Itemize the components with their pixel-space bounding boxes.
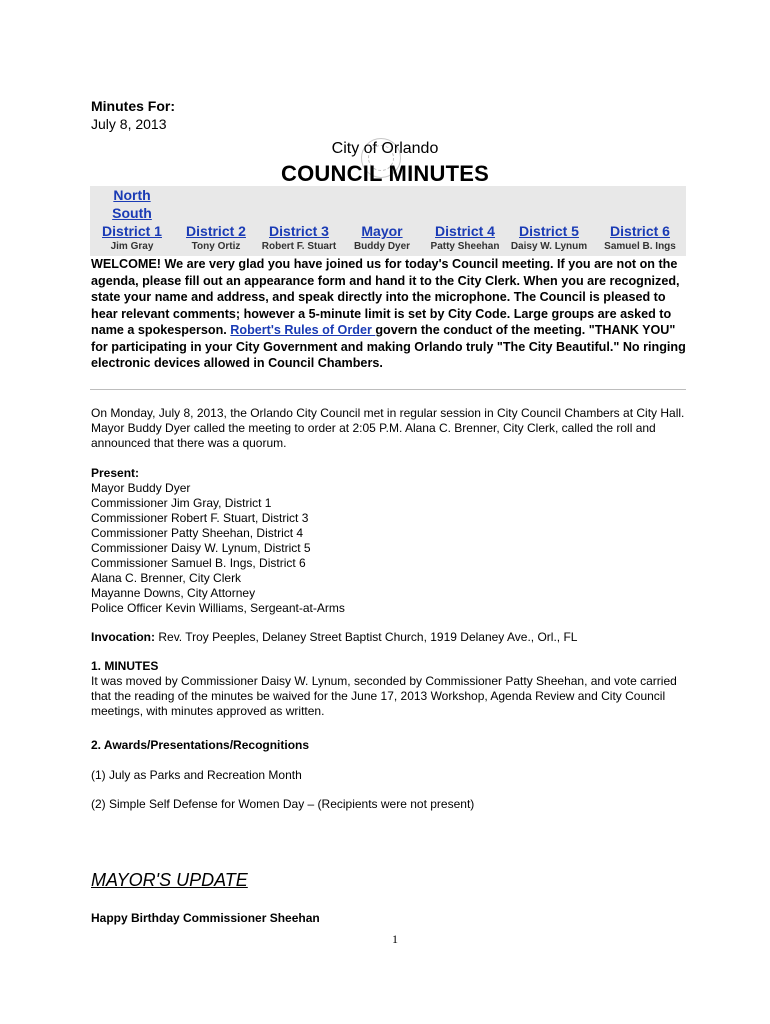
- list-item: Commissioner Daisy W. Lynum, District 5: [91, 541, 311, 555]
- district-member: Jim Gray: [110, 241, 154, 252]
- list-item: Mayor Buddy Dyer: [91, 481, 191, 495]
- present-heading: Present:: [91, 466, 140, 480]
- page-title: COUNCIL MINUTES: [281, 161, 489, 186]
- meeting-date: July 8, 2013: [91, 116, 167, 132]
- district-link-6[interactable]: District 6: [610, 223, 670, 239]
- welcome-text-continued: govern the conduct of the meeting. "THANK YOU" for participating in your City Government and making Orlando truly "The City Beautiful." No ringing electronic devices allowed in Council Chambers.: [91, 323, 686, 370]
- district-member: Samuel B. Ings: [604, 241, 676, 252]
- minutes-for-label: Minutes For:: [91, 98, 175, 114]
- district-link-north[interactable]: North: [113, 187, 151, 203]
- district-member: Buddy Dyer: [353, 241, 411, 252]
- list-item: Alana C. Brenner, City Clerk: [91, 571, 242, 585]
- district-member: Patty Sheehan: [430, 241, 500, 252]
- invocation: [91, 630, 691, 645]
- city-name: City of Orlando: [331, 140, 439, 157]
- list-item: Commissioner Samuel B. Ings, District 6: [91, 556, 306, 570]
- district-link-3[interactable]: District 3: [269, 223, 329, 239]
- present-list: [91, 481, 691, 616]
- page-number: 1: [392, 932, 398, 946]
- award-item-1: (1) July as Parks and Recreation Month: [91, 768, 302, 782]
- district-column-3[interactable]: [256, 222, 342, 254]
- district-column-1[interactable]: [90, 186, 174, 254]
- mayors-update-heading: MAYOR'S UPDATE: [91, 870, 248, 890]
- list-item: Police Officer Kevin Williams, Sergeant-at-Arms: [91, 601, 345, 615]
- district-member: Daisy W. Lynum: [510, 241, 588, 252]
- district-column-mayor[interactable]: [342, 222, 422, 254]
- district-bar: [90, 186, 686, 256]
- mayors-update-item: Happy Birthday Commissioner Sheehan: [91, 911, 320, 925]
- list-item: Mayanne Downs, City Attorney: [91, 586, 256, 600]
- district-link-2[interactable]: District 2: [186, 223, 246, 239]
- minutes-section: [91, 659, 691, 719]
- district-link-1[interactable]: District 1: [102, 223, 162, 239]
- district-member: Tony Ortiz: [191, 241, 241, 252]
- district-column-2[interactable]: [174, 222, 258, 254]
- district-column-6[interactable]: [594, 222, 686, 254]
- present-section: [91, 466, 691, 616]
- list-item: Commissioner Jim Gray, District 1: [91, 496, 272, 510]
- welcome-text: WELCOME! We are very glad you have joined us for today's Council meeting. If you are not on the agenda, please fill out an appearance form and hand it to the City Clerk. When you are recognized, state your name and address, and speak directly into the microphone. The Council is pleased to hear relevant comments; however a 5-minute limit is set by City Code. Large groups are asked to name a spokesperson.: [91, 257, 680, 337]
- divider: [90, 389, 686, 390]
- list-item: Commissioner Robert F. Stuart, District 3: [91, 511, 309, 525]
- welcome-notice: [91, 256, 687, 372]
- minutes-text: It was moved by Commissioner Daisy W. Lynum, seconded by Commissioner Patty Sheehan, and vote carried that the reading of the minutes be waived for the June 17, 2013 Workshop, Agenda Review and City Council meetings, with minutes approved as written.: [91, 674, 677, 718]
- award-item-2: (2) Simple Self Defense for Women Day – (Recipients were not present): [91, 797, 475, 811]
- minutes-heading: 1. MINUTES: [91, 659, 159, 673]
- district-column-5[interactable]: [506, 222, 592, 254]
- district-column-4[interactable]: [422, 222, 508, 254]
- mayor-link[interactable]: Mayor: [361, 223, 403, 239]
- district-link-south[interactable]: South: [112, 205, 152, 221]
- district-link-4[interactable]: District 4: [435, 223, 495, 239]
- invocation-text: Rev. Troy Peeples, Delaney Street Baptist Church, 1919 Delaney Ave., Orl., FL: [155, 630, 578, 644]
- district-member: Robert F. Stuart: [261, 241, 337, 252]
- roberts-rules-link[interactable]: Robert's Rules of Order: [230, 323, 376, 337]
- invocation-label: Invocation:: [91, 630, 156, 644]
- list-item: Commissioner Patty Sheehan, District 4: [91, 526, 304, 540]
- district-link-5[interactable]: District 5: [519, 223, 579, 239]
- awards-heading: 2. Awards/Presentations/Recognitions: [91, 738, 310, 752]
- opening-paragraph: On Monday, July 8, 2013, the Orlando City Council met in regular session in City Council Chambers at City Hall. Mayor Buddy Dyer called the meeting to order at 2:05 P.M. Alana C. Brenner, City Clerk, called the roll and announced that there was a quorum.: [91, 406, 685, 450]
